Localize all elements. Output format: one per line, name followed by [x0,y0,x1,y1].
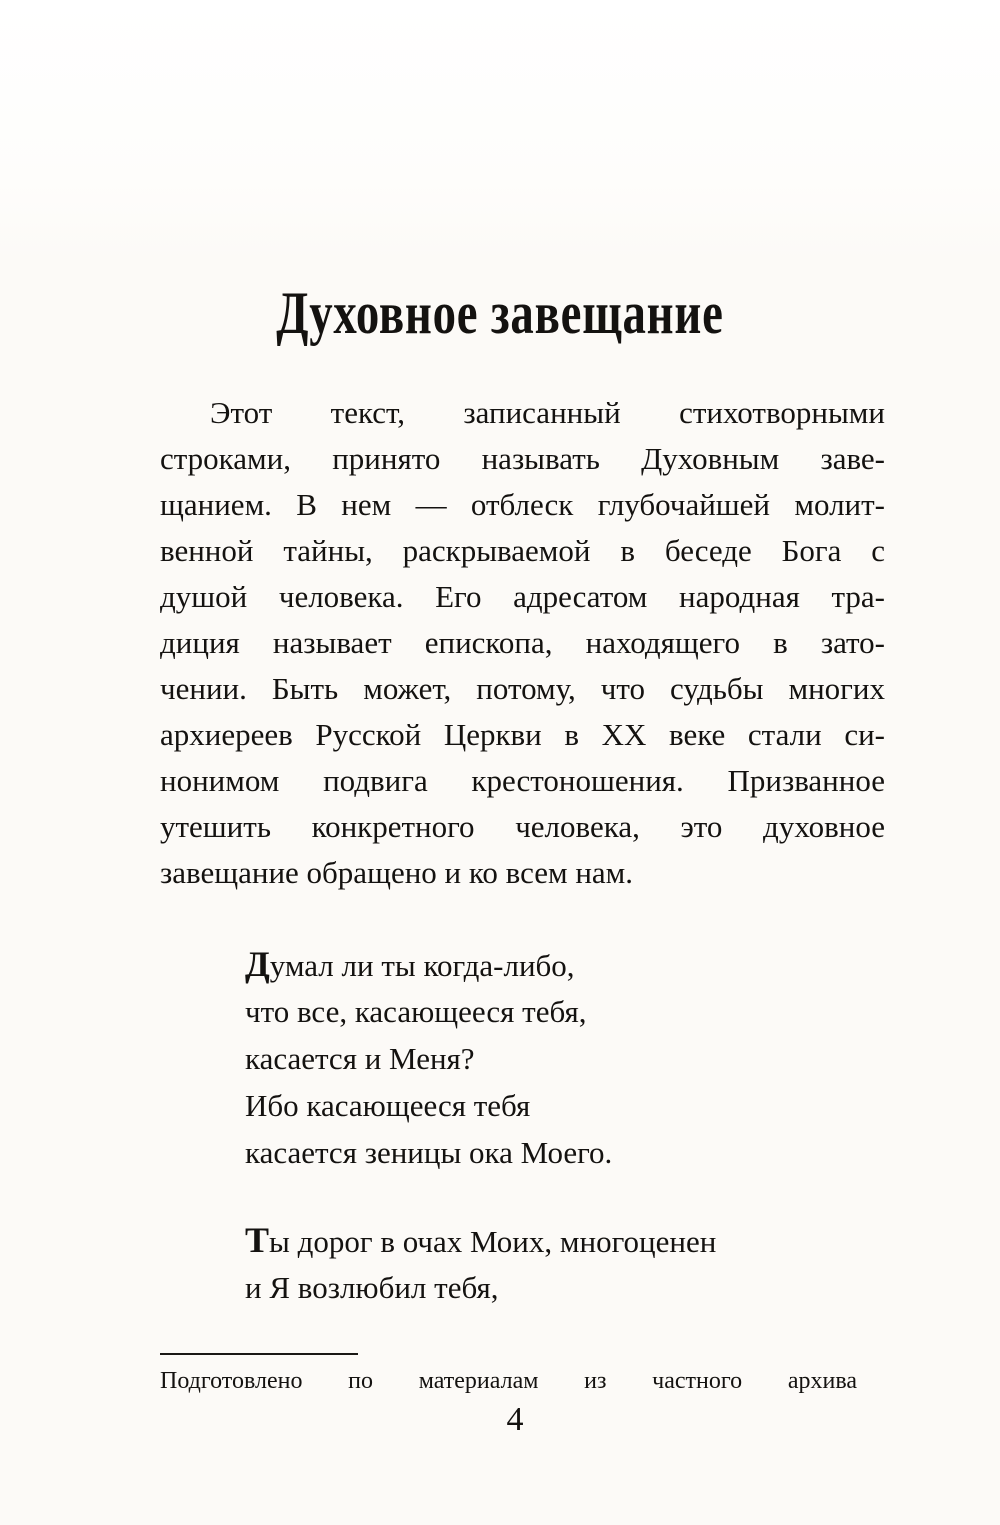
scan-glare [0,0,1000,260]
verse-line: касается и Меня? [245,1041,475,1076]
footnote-rule [160,1353,358,1355]
paragraph-line: архиереев Русской Церкви в XX веке стали си- [160,717,885,752]
verse-line [245,944,575,986]
verse-line: что все, касающееся тебя, [245,994,587,1029]
verse-text: умал ли ты когда-либо, [269,948,575,983]
paragraph-line: нонимом подвига крестоношения. Призванное [160,763,885,798]
paragraph-line: чении. Быть может, потому, что судьбы многих [160,671,885,706]
page-title: Духовное завещание [276,280,724,346]
verse-line: Ибо касающееся тебя [245,1088,531,1123]
paragraph-line: Этот текст, записанный стихотворными [210,395,885,430]
drop-initial: Т [245,1220,270,1260]
paragraph-line: завещание обращено и ко всем нам. [160,855,634,890]
verse-line: касается зеницы ока Моего. [245,1135,613,1170]
paragraph-line: венной тайны, раскрываемой в беседе Бога с [160,533,885,568]
verse-text: ы дорог в очах Моих, многоценен [269,1224,717,1259]
footnote: Подготовлено по материалам из частного архива [160,1368,857,1394]
paragraph-line: душой человека. Его адресатом народная тра- [160,579,885,614]
verse-line [245,1220,716,1262]
drop-initial: Д [245,944,270,984]
paragraph-line: щанием. В нем — отблеск глубочайшей молит- [160,487,885,522]
paragraph-line: утешить конкретного человека, это духовное [160,809,885,844]
paragraph-line: строками, принято называть Духовным заве- [160,441,885,476]
paragraph-line: диция называет епископа, находящего в зато- [160,625,885,660]
page-number: 4 [506,1401,524,1438]
verse-line: и Я возлюбил тебя, [245,1270,499,1305]
